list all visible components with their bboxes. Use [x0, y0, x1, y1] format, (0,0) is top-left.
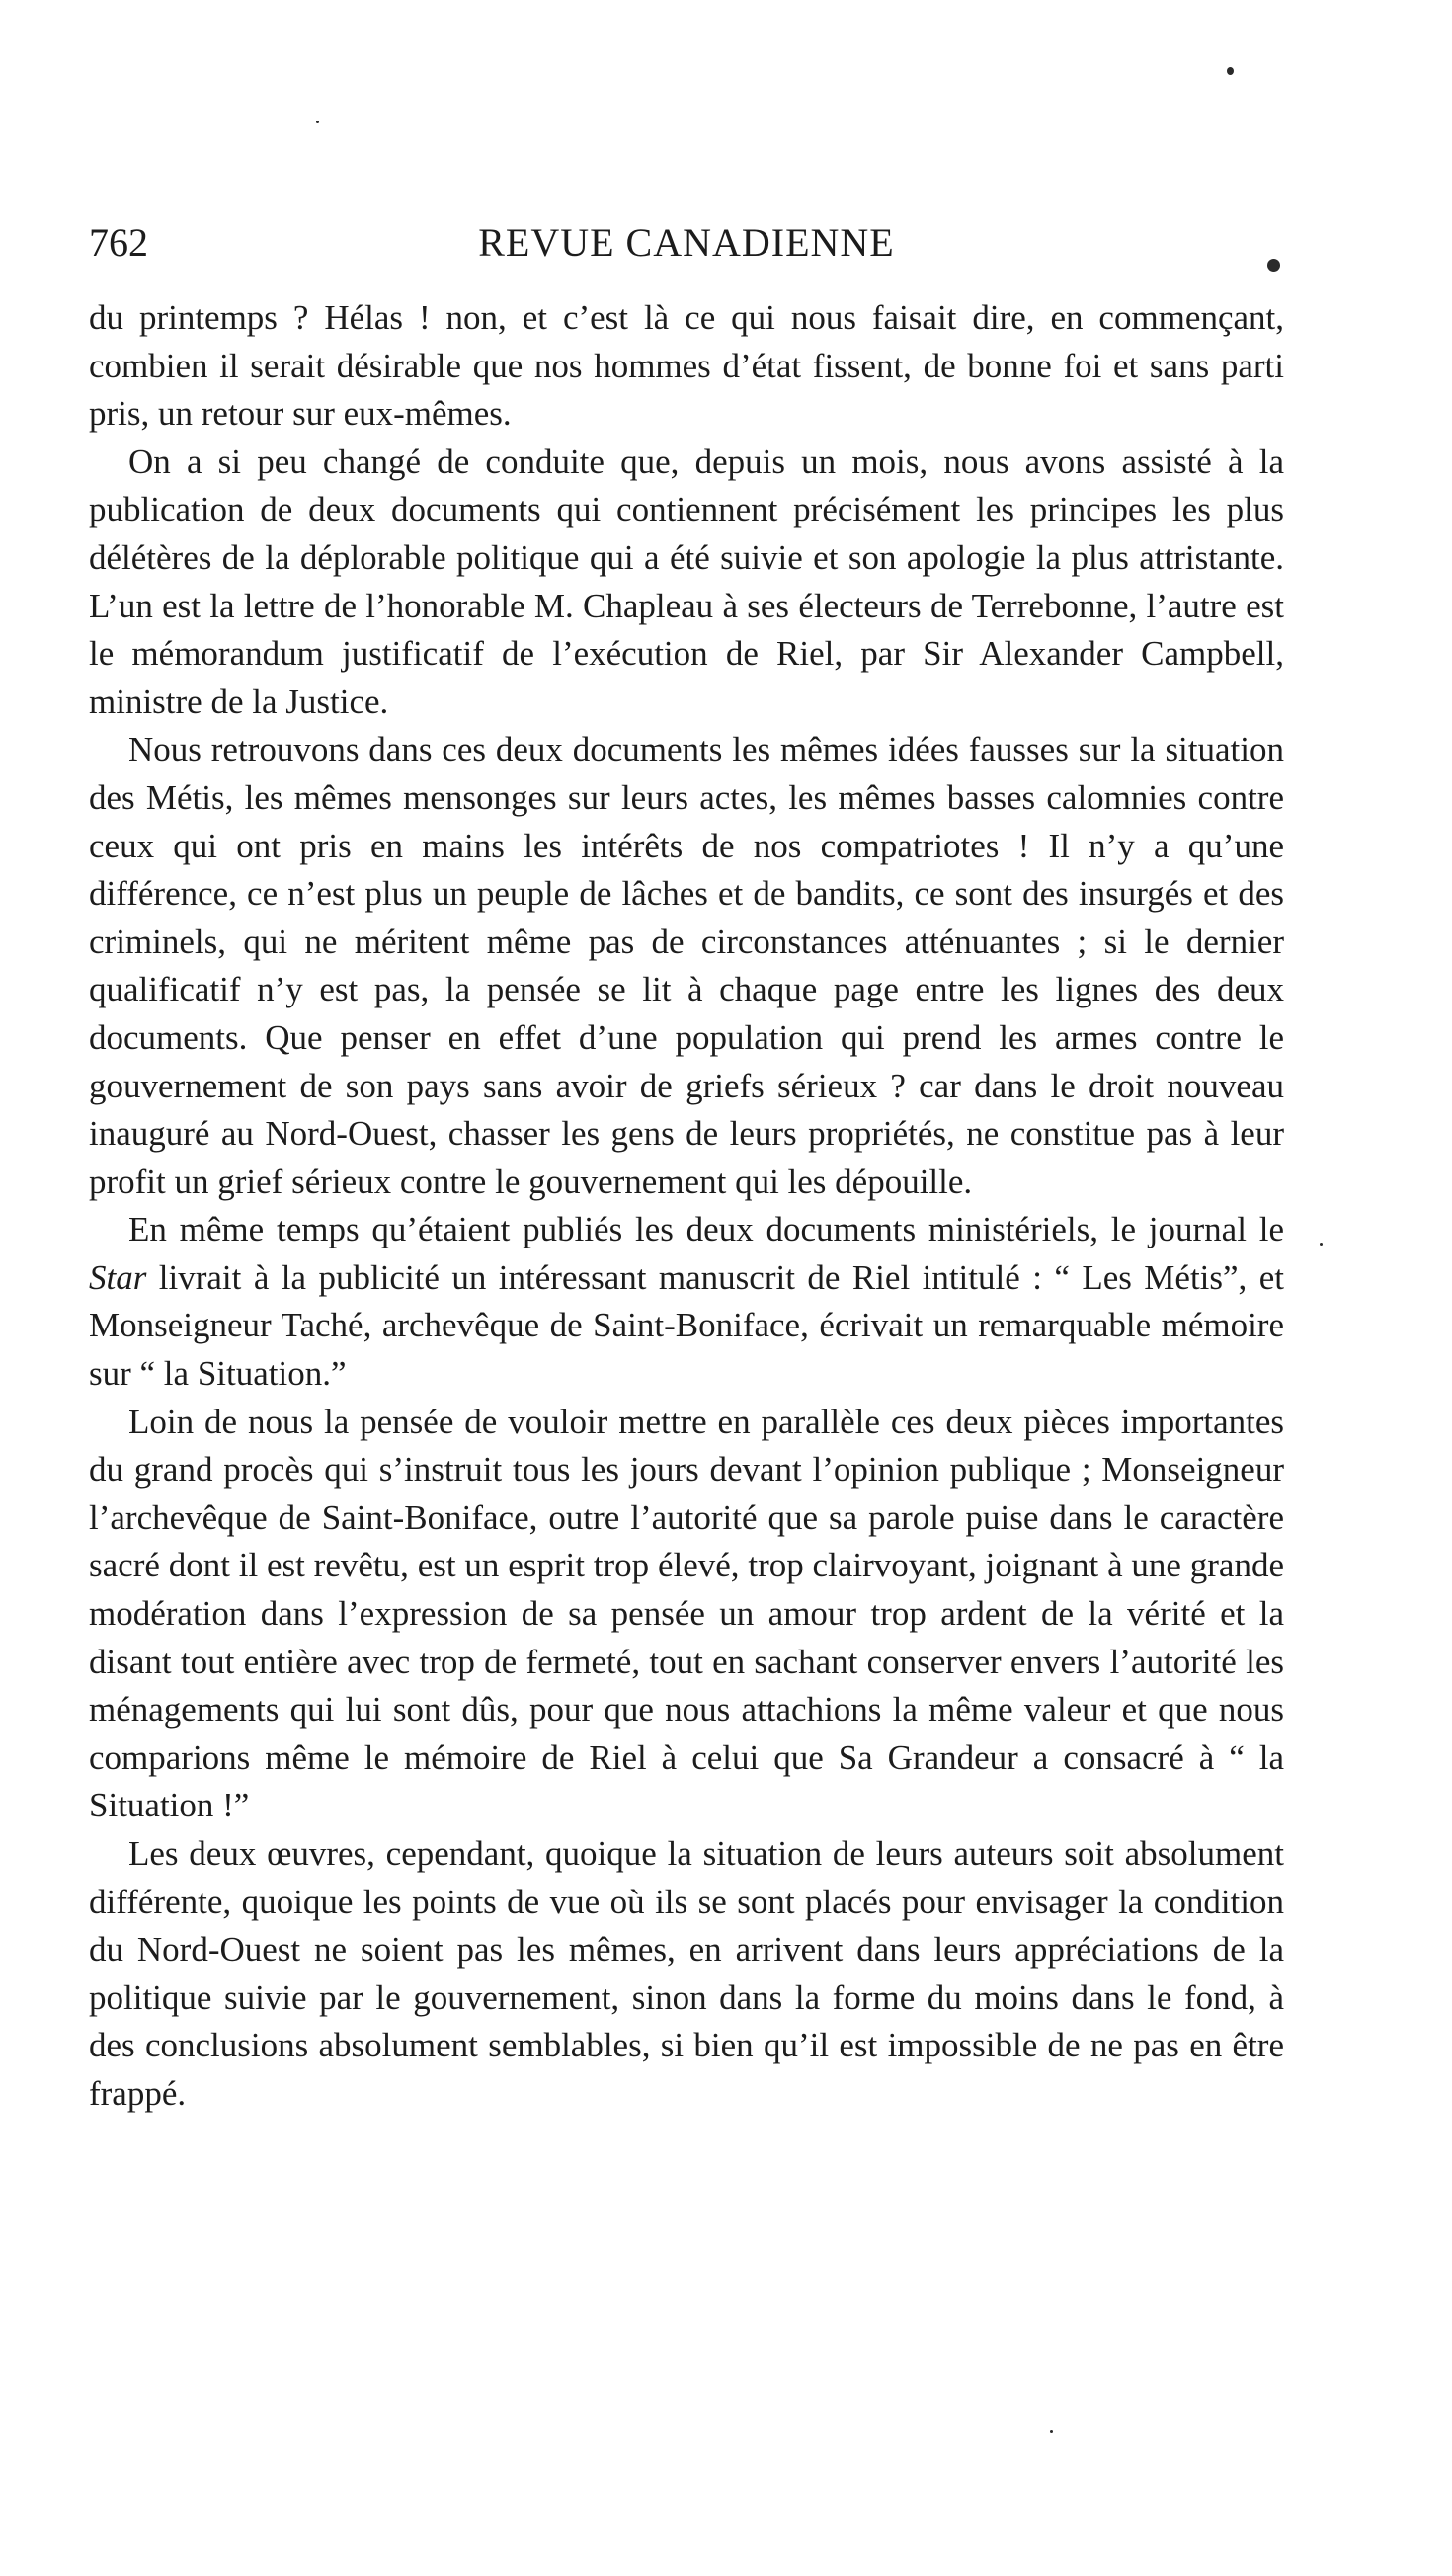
- print-speck: [316, 121, 319, 123]
- body-text: [89, 294, 1284, 2119]
- page-number: 762: [89, 220, 148, 265]
- running-head: [89, 219, 1284, 279]
- paragraph: [89, 1206, 1284, 1398]
- paragraph: Loin de nous la pensée de vouloir mettre en parallèle ces deux pièces importantes du grand procès qui s’instruit tous les jours devant l’opinion publique ; Monseigneur l’archevêque de Saint-Boniface, outre l’autorité que sa parole puise dans le caractère sacré dont il est revêtu, est un esprit trop élevé, trop clairvoyant, joignant à une grande modération dans l’expression de sa pensée un amour trop ardent de la vérité et la disant tout entière avec trop de fermeté, tout en sachant conserver envers l’autorité les ménagements qui lui sont dûs, pour que nous attachions la même valeur et que nous comparions même le mémoire de Riel à celui que Sa Grandeur a consacré à “ la Situation !”: [89, 1402, 1284, 1825]
- paragraph-text: livrait à la publicité un intéressant manuscrit de Riel intitulé : “ Les Métis”, et Monseigneur Taché, archevêque de Saint-Boniface, écrivait un remarquable mémoire sur “ la Situation.”: [89, 1257, 1284, 1394]
- paragraph: Les deux œuvres, cependant, quoique la situation de leurs auteurs soit absolument différente, quoique les points de vue où ils se sont placés pour envisager la condition du Nord-Ouest ne soient pas les mêmes, en arrivent dans leurs appréciations de la politique suivie par le gouvernement, sinon dans la forme du moins dans le fond, à des conclusions absolument semblables, si bien qu’il est impossible de ne pas en être frappé.: [89, 1834, 1284, 2113]
- print-speck: [1320, 1243, 1323, 1246]
- paragraph-text: En même temps qu’étaient publiés les deux documents ministériels, le journal le: [128, 1210, 1284, 1249]
- print-speck: [1227, 67, 1234, 75]
- paragraph: On a si peu changé de conduite que, depuis un mois, nous avons assisté à la publication de deux documents qui contiennent précisément les principes les plus délétères de la déplorable politique qui a été suivie et son apologie la plus attristante. L’un est la lettre de l’honorable M. Chapleau à ses électeurs de Terrebonne, l’autre est le mémorandum justificatif de l’exécution de Riel, par Sir Alexander Campbell, ministre de la Justice.: [89, 442, 1284, 721]
- journal-title: REVUE CANADIENNE: [478, 220, 895, 265]
- print-speck: [1050, 2430, 1053, 2433]
- newspaper-title: Star: [89, 1257, 147, 1297]
- paragraph: du printemps ? Hélas ! non, et c’est là ce qui nous faisait dire, en commençant, combien il serait désirable que nos hommes d’état fissent, de bonne foi et sans parti pris, un retour sur eux-mêmes.: [89, 298, 1284, 434]
- paragraph: Nous retrouvons dans ces deux documents les mêmes idées fausses sur la situation des Métis, les mêmes mensonges sur leurs actes, les mêmes basses calomnies contre ceux qui ont pris en mains les intérêts de nos compatriotes ! Il n’y a qu’une différence, ce n’est plus un peuple de lâches et de bandits, ce sont des insurgés et des criminels, qui ne méritent même pas de circonstances atténuantes ; si le dernier qualificatif n’y est pas, la pensée se lit à chaque page entre les lignes des deux documents. Que penser en effet d’une population qui prend les armes contre le gouvernement de son pays sans avoir de griefs sérieux ? car dans le droit nouveau inauguré au Nord-Ouest, chasser les gens de leurs propriétés, ne constitue pas à leur profit un grief sérieux contre le gouvernement qui les dépouille.: [89, 730, 1284, 1201]
